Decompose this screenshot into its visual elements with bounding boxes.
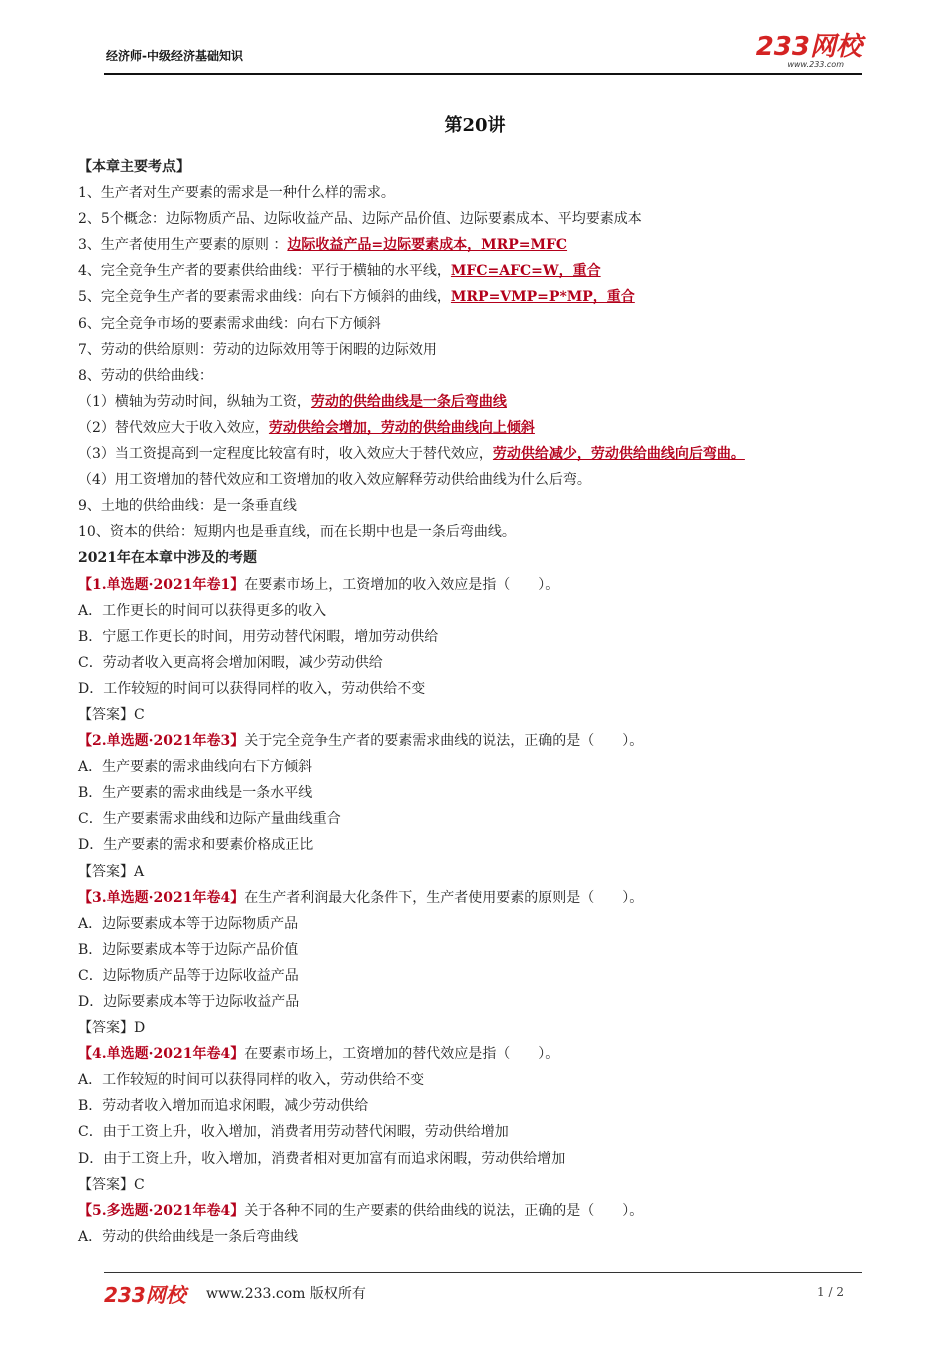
question-1-stem — [78, 572, 868, 598]
question-3-text: 在生产者利润最大化条件下，生产者使用要素的原则是（ ）。 — [244, 889, 644, 906]
key-point-8-2 — [78, 415, 868, 441]
question-1-option-c: C．劳动者收入更高将会增加闲暇，减少劳动供给 — [78, 654, 383, 671]
question-3-tag: 【3.单选题·2021年卷4】 — [78, 889, 245, 906]
question-3-option-c: C．边际物质产品等于边际收益产品 — [78, 967, 299, 984]
key-point-8-2-text: （2）替代效应大于收入效应， — [78, 419, 269, 436]
exam-heading: 2021年在本章中涉及的考题 — [78, 550, 257, 567]
key-point-9: 9、土地的供给曲线：是一条垂直线 — [78, 498, 297, 515]
key-point-4-text: 4、完全竞争生产者的要素供给曲线：平行于横轴的水平线， — [78, 263, 451, 280]
key-points-heading: 【本章主要考点】 — [78, 159, 190, 175]
key-point-5-highlight: MRP=VMP=P*MP，重合 — [450, 289, 635, 306]
question-2-text: 关于完全竞争生产者的要素需求曲线的说法，正确的是（ ）。 — [244, 733, 644, 750]
key-point-10: 10、资本的供给：短期内也是垂直线，而在长期中也是一条后弯曲线。 — [78, 524, 516, 541]
key-point-3-text: 3、生产者使用生产要素的原则 ： — [78, 237, 288, 254]
footer-logo: 233网校 — [104, 1283, 186, 1307]
key-point-8-3-highlight: 劳动供给减少，劳动供给曲线向后弯曲。 — [492, 446, 745, 463]
document-body — [78, 154, 868, 1250]
key-point-8-3 — [78, 441, 868, 467]
question-4-text: 在要素市场上，工资增加的替代效应是指（ ）。 — [244, 1046, 560, 1063]
question-4-tag: 【4.单选题·2021年卷4】 — [78, 1046, 245, 1063]
brand-logo — [756, 34, 862, 69]
key-point-4 — [78, 258, 868, 284]
question-5-text: 关于各种不同的生产要素的供给曲线的说法，正确的是（ ）。 — [244, 1202, 644, 1219]
key-point-2: 2、5个概念：边际物质产品、边际收益产品、边际产品价值、边际要素成本、平均要素成本 — [78, 211, 642, 228]
key-point-5 — [78, 284, 868, 310]
question-5-option-a: A．劳动的供给曲线是一条后弯曲线 — [78, 1228, 299, 1245]
question-4-option-d: D．由于工资上升，收入增加，消费者相对更加富有而追求闲暇，劳动供给增加 — [78, 1150, 566, 1167]
question-3-option-d: D．边际要素成本等于边际收益产品 — [78, 994, 300, 1010]
lecture-title: 第20讲 — [444, 115, 506, 136]
key-point-5-text: 5、完全竞争生产者的要素需求曲线：向右下方倾斜的曲线， — [78, 289, 451, 306]
key-point-1: 1、生产者对生产要素的需求是一种什么样的需求。 — [78, 185, 395, 202]
question-3-answer: 【答案】D — [78, 1020, 146, 1037]
question-2-tag: 【2.单选题·2021年卷3】 — [78, 733, 245, 750]
key-point-8-4: （4）用工资增加的替代效应和工资增加的收入效应解释劳动供给曲线为什么后弯。 — [78, 472, 591, 489]
key-point-8-1-highlight: 劳动的供给曲线是一条后弯曲线 — [310, 393, 507, 410]
question-1-option-b: B．宁愿工作更长的时间，用劳动替代闲暇，增加劳动供给 — [78, 628, 439, 645]
question-1-option-a: A．工作更长的时间可以获得更多的收入 — [78, 602, 327, 619]
footer-copyright: www.233.com 版权所有 — [206, 1286, 366, 1302]
question-3-stem — [78, 885, 868, 911]
key-point-8-3-text: （3）当工资提高到一定程度比较富有时，收入效应大于替代效应， — [78, 446, 493, 463]
question-5-stem — [78, 1198, 868, 1224]
footer-divider — [104, 1272, 862, 1273]
question-2-option-b: B．生产要素的需求曲线是一条水平线 — [78, 785, 313, 802]
key-point-8-2-highlight: 劳动供给会增加，劳动的供给曲线向上倾斜 — [268, 419, 535, 436]
key-point-3 — [78, 232, 868, 258]
brand-logo-url: www.233.com — [787, 60, 844, 69]
key-point-7: 7、劳动的供给原则：劳动的边际效用等于闲暇的边际效用 — [78, 341, 437, 358]
question-1-option-d: D．工作较短的时间可以获得同样的收入，劳动供给不变 — [78, 680, 426, 697]
question-1-tag: 【1.单选题·2021年卷1】 — [78, 576, 245, 593]
question-5-tag: 【5.多选题·2021年卷4】 — [78, 1202, 245, 1219]
page-number: 1 / 2 — [817, 1285, 844, 1299]
brand-logo-text: 233网校 — [755, 32, 862, 62]
question-4-option-c: C．由于工资上升，收入增加，消费者用劳动替代闲暇，劳动供给增加 — [78, 1124, 509, 1141]
header-divider — [104, 73, 862, 75]
question-4-option-b: B．劳动者收入增加而追求闲暇，减少劳动供给 — [78, 1098, 369, 1115]
key-point-8-1 — [78, 389, 868, 415]
question-4-answer: 【答案】C — [78, 1176, 145, 1193]
key-point-6: 6、完全竞争市场的要素需求曲线：向右下方倾斜 — [78, 315, 381, 332]
question-2-answer: 【答案】A — [78, 863, 145, 880]
question-2-stem — [78, 728, 868, 754]
question-2-option-d: D．生产要素的需求和要素价格成正比 — [78, 837, 314, 854]
key-point-3-highlight: 边际收益产品=边际要素成本，MRP=MFC — [287, 237, 568, 254]
key-point-8: 8、劳动的供给曲线： — [78, 367, 213, 384]
key-point-8-1-text: （1）横轴为劳动时间，纵轴为工资， — [78, 393, 311, 410]
question-4-option-a: A．工作较短的时间可以获得同样的收入，劳动供给不变 — [78, 1072, 425, 1089]
question-1-answer: 【答案】C — [78, 706, 145, 723]
question-4-stem — [78, 1041, 868, 1067]
question-3-option-a: A．边际要素成本等于边际物质产品 — [78, 915, 299, 932]
question-3-option-b: B．边际要素成本等于边际产品价值 — [78, 941, 299, 958]
question-2-option-a: A．生产要素的需求曲线向右下方倾斜 — [78, 759, 313, 776]
question-1-text: 在要素市场上，工资增加的收入效应是指（ ）。 — [244, 576, 560, 593]
document-header-title: 经济师-中级经济基础知识 — [106, 49, 243, 63]
question-2-option-c: C．生产要素需求曲线和边际产量曲线重合 — [78, 811, 341, 828]
key-point-4-highlight: MFC=AFC=W，重合 — [450, 263, 601, 280]
